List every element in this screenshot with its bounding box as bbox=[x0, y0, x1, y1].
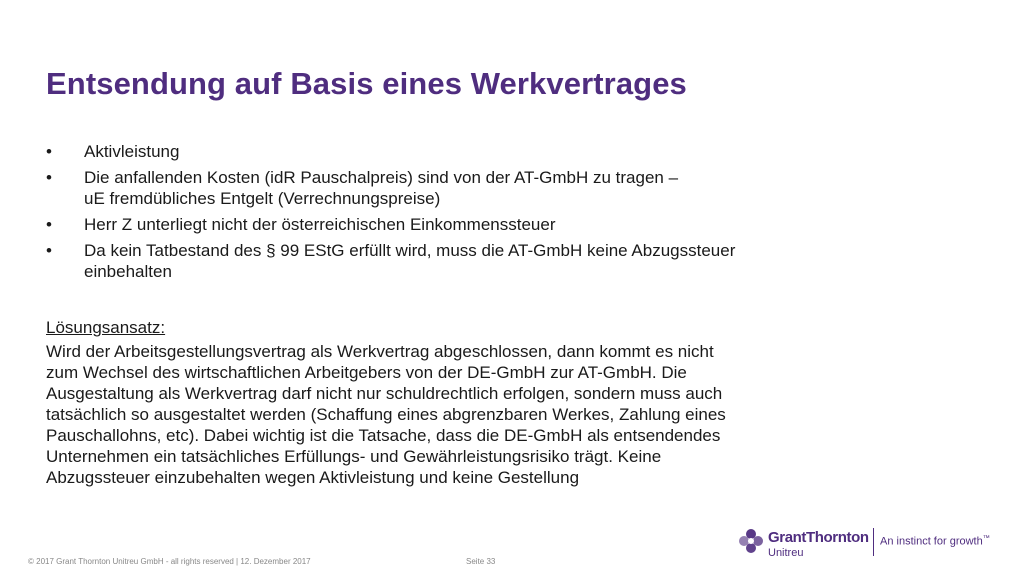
logo-tagline bbox=[880, 535, 990, 548]
solution-text-line: Ausgestaltung als Werkvertrag darf nicht nur schuldrechtlich erfolgen, sondern muss auch bbox=[46, 384, 723, 403]
bullet-list bbox=[46, 141, 876, 287]
solution-text-line: Unternehmen ein tatsächliches Erfüllungs- und Gewährleistungsrisiko trägt. Keine bbox=[46, 447, 662, 466]
footer-page-number: Seite 33 bbox=[466, 557, 496, 566]
solution-text-line: Pauschallohns, etc). Dabei wichtig ist die Tatsache, dass die DE-GmbH als entsendendes bbox=[46, 426, 721, 445]
solution-text-line: Abzugssteuer einzubehalten wegen Aktivleistung und keine Gestellung bbox=[46, 468, 580, 487]
logo-tagline-text: An instinct for growth bbox=[880, 535, 983, 548]
bullet-text: Da kein Tatbestand des § 99 EStG erfüllt wird, muss die AT-GmbH keine Abzugssteuer bbox=[84, 241, 736, 260]
bullet-marker: • bbox=[46, 142, 52, 161]
bullet-marker: • bbox=[46, 168, 52, 187]
bullet-item bbox=[46, 167, 876, 209]
solution-heading: Lösungsansatz: bbox=[46, 318, 166, 337]
logo-subsidiary-name: Unitreu bbox=[768, 547, 804, 559]
slide-title: Entsendung auf Basis eines Werkvertrages bbox=[46, 66, 687, 101]
grant-thornton-mark-icon bbox=[738, 528, 764, 554]
bullet-text: uE fremdübliches Entgelt (Verrechnungspreise) bbox=[84, 189, 441, 208]
trademark-symbol: ™ bbox=[982, 535, 990, 542]
bullet-marker: • bbox=[46, 241, 52, 260]
bullet-text: Herr Z unterliegt nicht der österreichischen Einkommenssteuer bbox=[84, 215, 556, 234]
logo-divider bbox=[873, 528, 874, 556]
bullet-item bbox=[46, 240, 876, 282]
bullet-marker: • bbox=[46, 215, 52, 234]
bullet-text: einbehalten bbox=[84, 262, 172, 281]
footer-copyright: © 2017 Grant Thornton Unitreu GmbH - all rights reserved | 12. Dezember 2017 bbox=[28, 557, 311, 566]
bullet-text: Die anfallenden Kosten (idR Pauschalpreis) sind von der AT-GmbH zu tragen – bbox=[84, 168, 679, 187]
solution-section bbox=[46, 317, 886, 488]
bullet-item bbox=[46, 214, 876, 235]
bullet-text: Aktivleistung bbox=[84, 142, 180, 161]
solution-text-line: tatsächlich so ausgestaltet werden (Schaffung eines abgrenzbaren Werkes, Zahlung eines bbox=[46, 405, 726, 424]
bullet-item bbox=[46, 141, 876, 162]
company-logo bbox=[736, 524, 990, 564]
solution-text-line: Wird der Arbeitsgestellungsvertrag als Werkvertrag abgeschlossen, dann kommt es nicht bbox=[46, 342, 714, 361]
solution-text-line: zum Wechsel des wirtschaftlichen Arbeitgebers von der DE-GmbH zur AT-GmbH. Die bbox=[46, 363, 687, 382]
logo-company-name: GrantThornton bbox=[768, 529, 869, 546]
